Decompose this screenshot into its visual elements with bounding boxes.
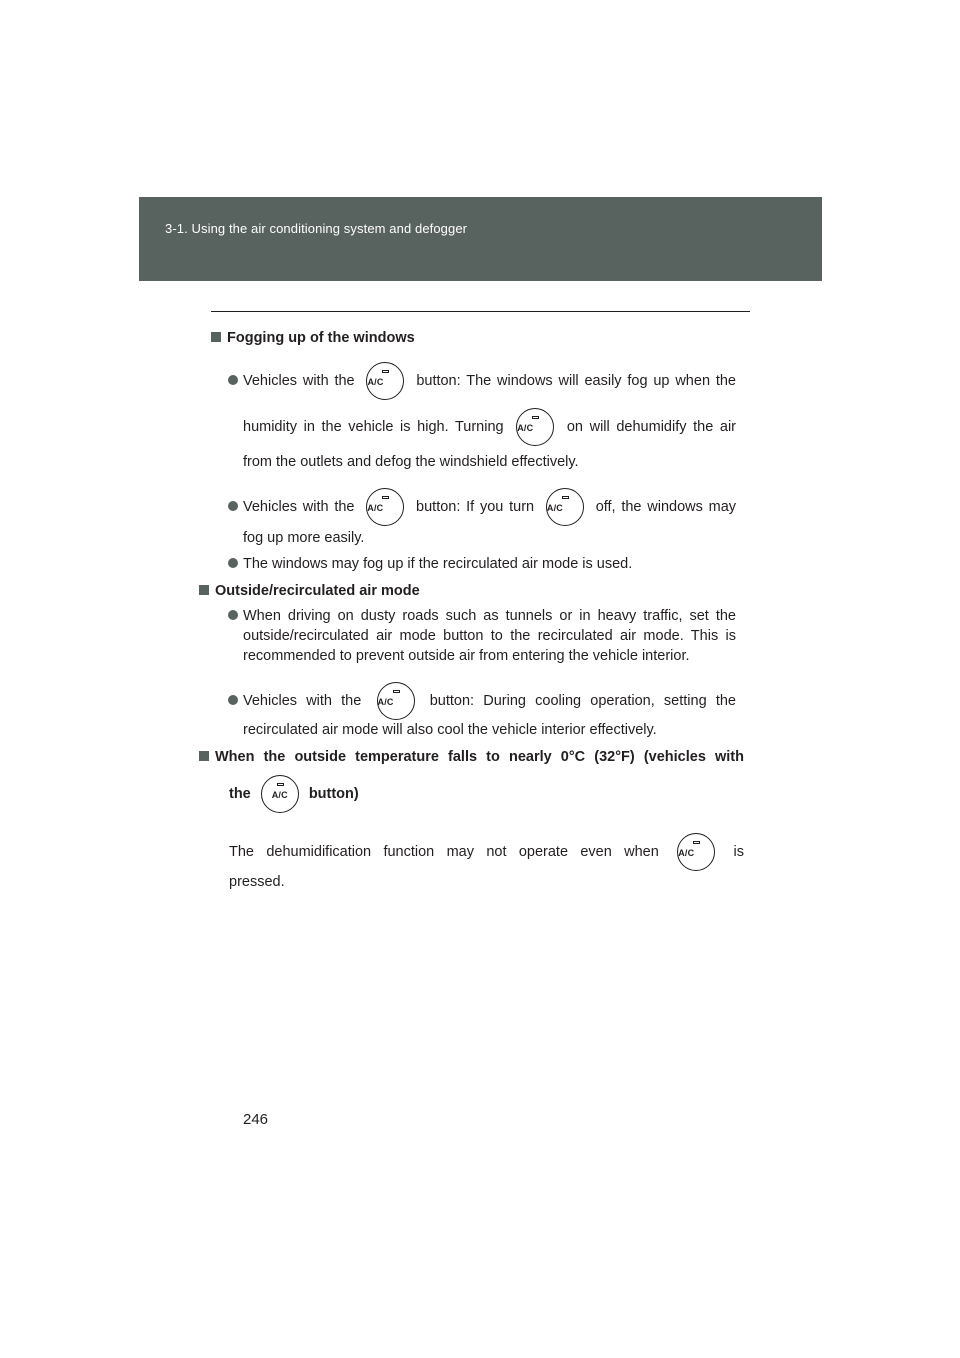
indicator-light-icon xyxy=(393,690,400,693)
section-header xyxy=(139,197,822,281)
fogging-bullet-2-line-2: fog up more easily. xyxy=(243,530,365,546)
outside-bullet-2-line-2: recirculated air mode will also cool the vehicle interior effectively. xyxy=(243,722,657,738)
outside-bullet-1-line-3: recommended to prevent outside air from entering the vehicle interior. xyxy=(243,648,690,664)
round-bullet-icon xyxy=(228,610,238,620)
ac-button-icon: A/C xyxy=(516,408,554,446)
ac-button-icon: A/C xyxy=(366,488,404,526)
indicator-light-icon xyxy=(382,370,389,373)
indicator-light-icon xyxy=(693,841,700,844)
fogging-bullet-2-line-1: Vehicles with the A/C button: If you turn A/C off, the windows may xyxy=(228,488,736,526)
fogging-bullet-1-line-2: humidity in the vehicle is high. Turning A/C on will dehumidify the air xyxy=(243,408,736,446)
heading-fogging: Fogging up of the windows xyxy=(211,330,415,346)
outside-bullet-1-line-1: When driving on dusty roads such as tunnels or in heavy traffic, set the xyxy=(228,608,736,624)
round-bullet-icon xyxy=(228,695,238,705)
fogging-bullet-1-line-3: from the outlets and defog the windshield effectively. xyxy=(243,454,579,470)
outside-bullet-2-line-1: Vehicles with the A/C button: During cooling operation, setting the xyxy=(228,682,736,720)
indicator-light-icon xyxy=(532,416,539,419)
round-bullet-icon xyxy=(228,558,238,568)
ac-button-icon: A/C xyxy=(677,833,715,871)
indicator-light-icon xyxy=(277,783,284,786)
fogging-bullet-3: The windows may fog up if the recirculated air mode is used. xyxy=(228,556,632,572)
square-bullet-icon xyxy=(199,751,209,761)
fogging-bullet-1-line-1: Vehicles with the A/C button: The windows will easily fog up when the xyxy=(228,362,736,400)
ac-button-icon: A/C xyxy=(366,362,404,400)
round-bullet-icon xyxy=(228,375,238,385)
heading-outside-recirculated: Outside/recirculated air mode xyxy=(199,583,420,599)
divider xyxy=(211,311,750,312)
page-number: 246 xyxy=(243,1111,269,1128)
section-title: 3-1. Using the air conditioning system and defogger xyxy=(165,221,468,236)
indicator-light-icon xyxy=(562,496,569,499)
ac-button-icon: A/C xyxy=(377,682,415,720)
ac-button-icon: A/C xyxy=(546,488,584,526)
cold-body-line-2: pressed. xyxy=(229,874,285,890)
cold-body-line-1: The dehumidification function may not operate even when A/C is xyxy=(229,833,744,871)
outside-bullet-1-line-2: outside/recirculated air mode button to the recirculated air mode. This is xyxy=(243,628,736,644)
round-bullet-icon xyxy=(228,501,238,511)
heading-cold-temperature-line-1: When the outside temperature falls to nearly 0°C (32°F) (vehicles with xyxy=(199,749,744,765)
square-bullet-icon xyxy=(199,585,209,595)
indicator-light-icon xyxy=(382,496,389,499)
heading-cold-temperature-line-2: the A/C button) xyxy=(229,775,359,813)
square-bullet-icon xyxy=(211,332,221,342)
ac-button-icon: A/C xyxy=(261,775,299,813)
